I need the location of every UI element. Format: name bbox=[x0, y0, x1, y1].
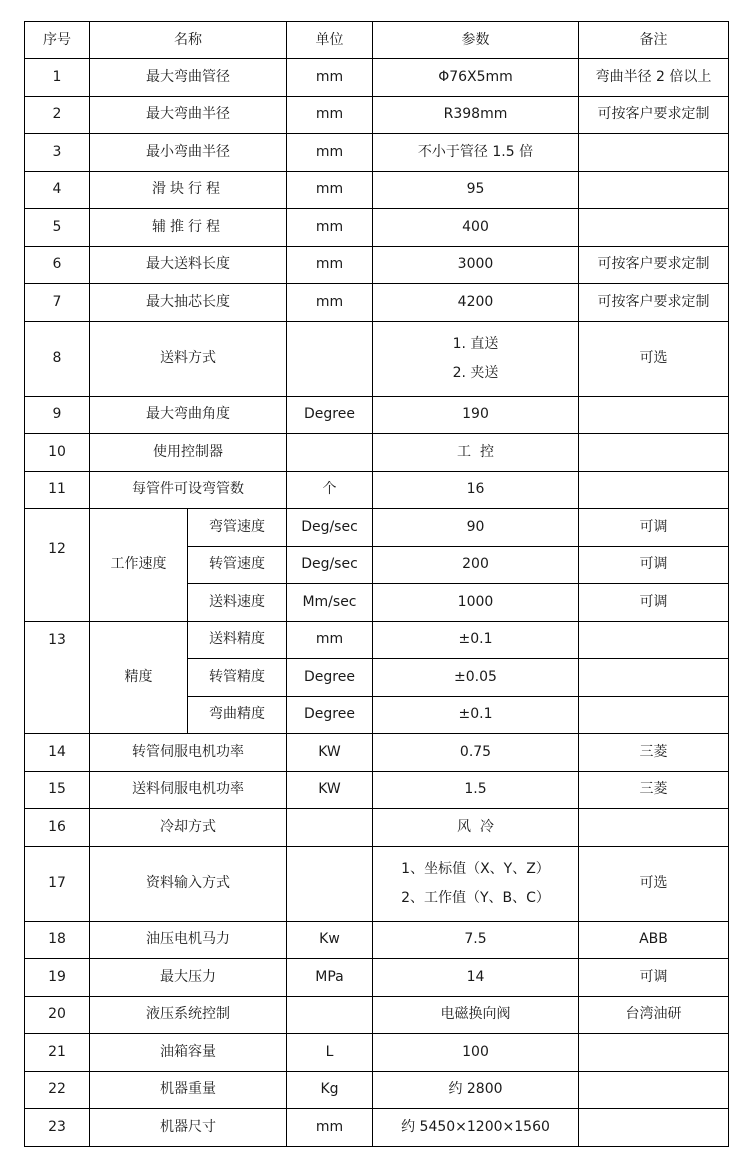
table-row bbox=[25, 59, 729, 97]
table-row bbox=[25, 959, 729, 997]
row-name: 送料方式 bbox=[90, 321, 287, 396]
row-unit: Degree bbox=[287, 396, 373, 434]
row-name: 滑块行程 bbox=[90, 171, 287, 209]
row-sub-name: 弯曲精度 bbox=[188, 696, 287, 734]
row-name: 最大送料长度 bbox=[90, 246, 287, 284]
row-name: 送料伺服电机功率 bbox=[90, 771, 287, 809]
table-row bbox=[25, 1071, 729, 1109]
row-unit: Degree bbox=[287, 696, 373, 734]
row-unit bbox=[287, 846, 373, 921]
row-unit: Mm/sec bbox=[287, 584, 373, 622]
row-note bbox=[579, 1109, 729, 1147]
row-no: 6 bbox=[25, 246, 90, 284]
row-unit: mm bbox=[287, 134, 373, 172]
row-no: 21 bbox=[25, 1034, 90, 1072]
row-name: 油箱容量 bbox=[90, 1034, 287, 1072]
row-no: 1 bbox=[25, 59, 90, 97]
row-name: 最小弯曲半径 bbox=[90, 134, 287, 172]
table-row bbox=[25, 321, 729, 396]
row-no: 16 bbox=[25, 809, 90, 847]
table-row bbox=[25, 621, 729, 659]
row-unit: mm bbox=[287, 59, 373, 97]
row-unit: mm bbox=[287, 96, 373, 134]
table-header-row bbox=[25, 22, 729, 59]
row-note bbox=[579, 171, 729, 209]
row-note: 可选 bbox=[579, 846, 729, 921]
table-row bbox=[25, 846, 729, 921]
row-name: 冷却方式 bbox=[90, 809, 287, 847]
row-name: 转管伺服电机功率 bbox=[90, 734, 287, 772]
row-param: 90 bbox=[373, 509, 579, 547]
row-unit: MPa bbox=[287, 959, 373, 997]
row-name: 最大弯曲角度 bbox=[90, 396, 287, 434]
row-param: 200 bbox=[373, 546, 579, 584]
row-note bbox=[579, 659, 729, 697]
row-group-name: 精度 bbox=[90, 621, 188, 734]
row-no: 20 bbox=[25, 996, 90, 1034]
row-note: 可调 bbox=[579, 584, 729, 622]
row-sub-name: 转管精度 bbox=[188, 659, 287, 697]
row-no: 3 bbox=[25, 134, 90, 172]
row-no: 14 bbox=[25, 734, 90, 772]
table-row bbox=[25, 509, 729, 547]
row-sub-name: 转管速度 bbox=[188, 546, 287, 584]
header-no: 序号 bbox=[25, 22, 90, 59]
row-param: 约 2800 bbox=[373, 1071, 579, 1109]
row-unit: L bbox=[287, 1034, 373, 1072]
table-row bbox=[25, 734, 729, 772]
row-note bbox=[579, 396, 729, 434]
row-param: 电磁换向阀 bbox=[373, 996, 579, 1034]
row-param: 风 冷 bbox=[373, 809, 579, 847]
row-no: 15 bbox=[25, 771, 90, 809]
row-no: 11 bbox=[25, 471, 90, 509]
row-note: 三菱 bbox=[579, 771, 729, 809]
spec-table bbox=[24, 21, 729, 1147]
header-unit: 单位 bbox=[287, 22, 373, 59]
row-unit: Degree bbox=[287, 659, 373, 697]
row-param: 14 bbox=[373, 959, 579, 997]
row-param: 16 bbox=[373, 471, 579, 509]
table-row bbox=[25, 1034, 729, 1072]
table-row bbox=[25, 996, 729, 1034]
table-row bbox=[25, 921, 729, 959]
row-no: 19 bbox=[25, 959, 90, 997]
row-unit: mm bbox=[287, 246, 373, 284]
table-row bbox=[25, 246, 729, 284]
row-unit bbox=[287, 321, 373, 396]
row-unit: Kw bbox=[287, 921, 373, 959]
row-param: 190 bbox=[373, 396, 579, 434]
row-name: 辅推行程 bbox=[90, 209, 287, 247]
row-no: 9 bbox=[25, 396, 90, 434]
table-row bbox=[25, 134, 729, 172]
row-unit: Kg bbox=[287, 1071, 373, 1109]
row-name: 最大抽芯长度 bbox=[90, 284, 287, 322]
row-unit: KW bbox=[287, 734, 373, 772]
row-sub-name: 弯管速度 bbox=[188, 509, 287, 547]
row-note: 可按客户要求定制 bbox=[579, 284, 729, 322]
row-name: 使用控制器 bbox=[90, 434, 287, 472]
row-name: 液压系统控制 bbox=[90, 996, 287, 1034]
row-note: ABB bbox=[579, 921, 729, 959]
row-note: 可按客户要求定制 bbox=[579, 246, 729, 284]
param-line: 1. 直送 bbox=[452, 335, 499, 352]
row-note: 台湾油研 bbox=[579, 996, 729, 1034]
row-param: 7.5 bbox=[373, 921, 579, 959]
row-note: 可选 bbox=[579, 321, 729, 396]
table-row bbox=[25, 284, 729, 322]
row-param bbox=[373, 846, 579, 921]
row-note: 可按客户要求定制 bbox=[579, 96, 729, 134]
row-param: 1.5 bbox=[373, 771, 579, 809]
param-line: 2、工作值（Y、B、C） bbox=[401, 889, 550, 906]
table-row bbox=[25, 1109, 729, 1147]
row-name: 机器尺寸 bbox=[90, 1109, 287, 1147]
row-name: 最大压力 bbox=[90, 959, 287, 997]
row-no: 12 bbox=[25, 509, 90, 622]
row-no: 10 bbox=[25, 434, 90, 472]
row-unit: mm bbox=[287, 1109, 373, 1147]
table-row bbox=[25, 209, 729, 247]
table-row bbox=[25, 171, 729, 209]
row-note bbox=[579, 209, 729, 247]
row-note bbox=[579, 434, 729, 472]
param-line: 2. 夹送 bbox=[452, 364, 499, 381]
table-row bbox=[25, 396, 729, 434]
row-unit: mm bbox=[287, 171, 373, 209]
row-note bbox=[579, 696, 729, 734]
row-param: 4200 bbox=[373, 284, 579, 322]
row-param: 不小于管径 1.5 倍 bbox=[373, 134, 579, 172]
row-name: 最大弯曲半径 bbox=[90, 96, 287, 134]
row-param: ±0.1 bbox=[373, 621, 579, 659]
row-no: 17 bbox=[25, 846, 90, 921]
row-no: 23 bbox=[25, 1109, 90, 1147]
row-param: R398mm bbox=[373, 96, 579, 134]
table-row bbox=[25, 771, 729, 809]
row-unit: KW bbox=[287, 771, 373, 809]
row-name: 每管件可设弯管数 bbox=[90, 471, 287, 509]
row-unit: mm bbox=[287, 621, 373, 659]
row-name: 最大弯曲管径 bbox=[90, 59, 287, 97]
header-note: 备注 bbox=[579, 22, 729, 59]
row-unit: mm bbox=[287, 209, 373, 247]
row-unit bbox=[287, 809, 373, 847]
row-name: 机器重量 bbox=[90, 1071, 287, 1109]
row-note: 弯曲半径 2 倍以上 bbox=[579, 59, 729, 97]
row-unit: Deg/sec bbox=[287, 509, 373, 547]
table-row bbox=[25, 96, 729, 134]
row-no: 8 bbox=[25, 321, 90, 396]
table-row bbox=[25, 434, 729, 472]
row-no: 4 bbox=[25, 171, 90, 209]
row-unit bbox=[287, 996, 373, 1034]
row-param: 工 控 bbox=[373, 434, 579, 472]
param-line: 1、坐标值（X、Y、Z） bbox=[401, 860, 550, 877]
row-unit: Deg/sec bbox=[287, 546, 373, 584]
row-param: 1000 bbox=[373, 584, 579, 622]
row-no: 7 bbox=[25, 284, 90, 322]
row-note: 可调 bbox=[579, 546, 729, 584]
row-note: 可调 bbox=[579, 959, 729, 997]
row-param: 400 bbox=[373, 209, 579, 247]
row-param bbox=[373, 321, 579, 396]
row-unit: 个 bbox=[287, 471, 373, 509]
row-param: ±0.05 bbox=[373, 659, 579, 697]
row-note bbox=[579, 1034, 729, 1072]
row-param: ±0.1 bbox=[373, 696, 579, 734]
row-param: 3000 bbox=[373, 246, 579, 284]
row-note: 三菱 bbox=[579, 734, 729, 772]
row-unit bbox=[287, 434, 373, 472]
row-no: 5 bbox=[25, 209, 90, 247]
row-no: 2 bbox=[25, 96, 90, 134]
row-name: 资料输入方式 bbox=[90, 846, 287, 921]
row-note bbox=[579, 471, 729, 509]
row-param: 约 5450×1200×1560 bbox=[373, 1109, 579, 1147]
row-param: 100 bbox=[373, 1034, 579, 1072]
header-param: 参数 bbox=[373, 22, 579, 59]
row-no: 22 bbox=[25, 1071, 90, 1109]
row-note bbox=[579, 134, 729, 172]
row-no: 18 bbox=[25, 921, 90, 959]
header-name: 名称 bbox=[90, 22, 287, 59]
row-note: 可调 bbox=[579, 509, 729, 547]
row-sub-name: 送料精度 bbox=[188, 621, 287, 659]
row-sub-name: 送料速度 bbox=[188, 584, 287, 622]
row-note bbox=[579, 621, 729, 659]
row-group-name: 工作速度 bbox=[90, 509, 188, 622]
row-name: 油压电机马力 bbox=[90, 921, 287, 959]
row-param: 95 bbox=[373, 171, 579, 209]
row-no: 13 bbox=[25, 621, 90, 734]
table-row bbox=[25, 471, 729, 509]
row-note bbox=[579, 809, 729, 847]
row-unit: mm bbox=[287, 284, 373, 322]
row-param: 0.75 bbox=[373, 734, 579, 772]
table-row bbox=[25, 809, 729, 847]
row-param: Φ76X5mm bbox=[373, 59, 579, 97]
row-note bbox=[579, 1071, 729, 1109]
